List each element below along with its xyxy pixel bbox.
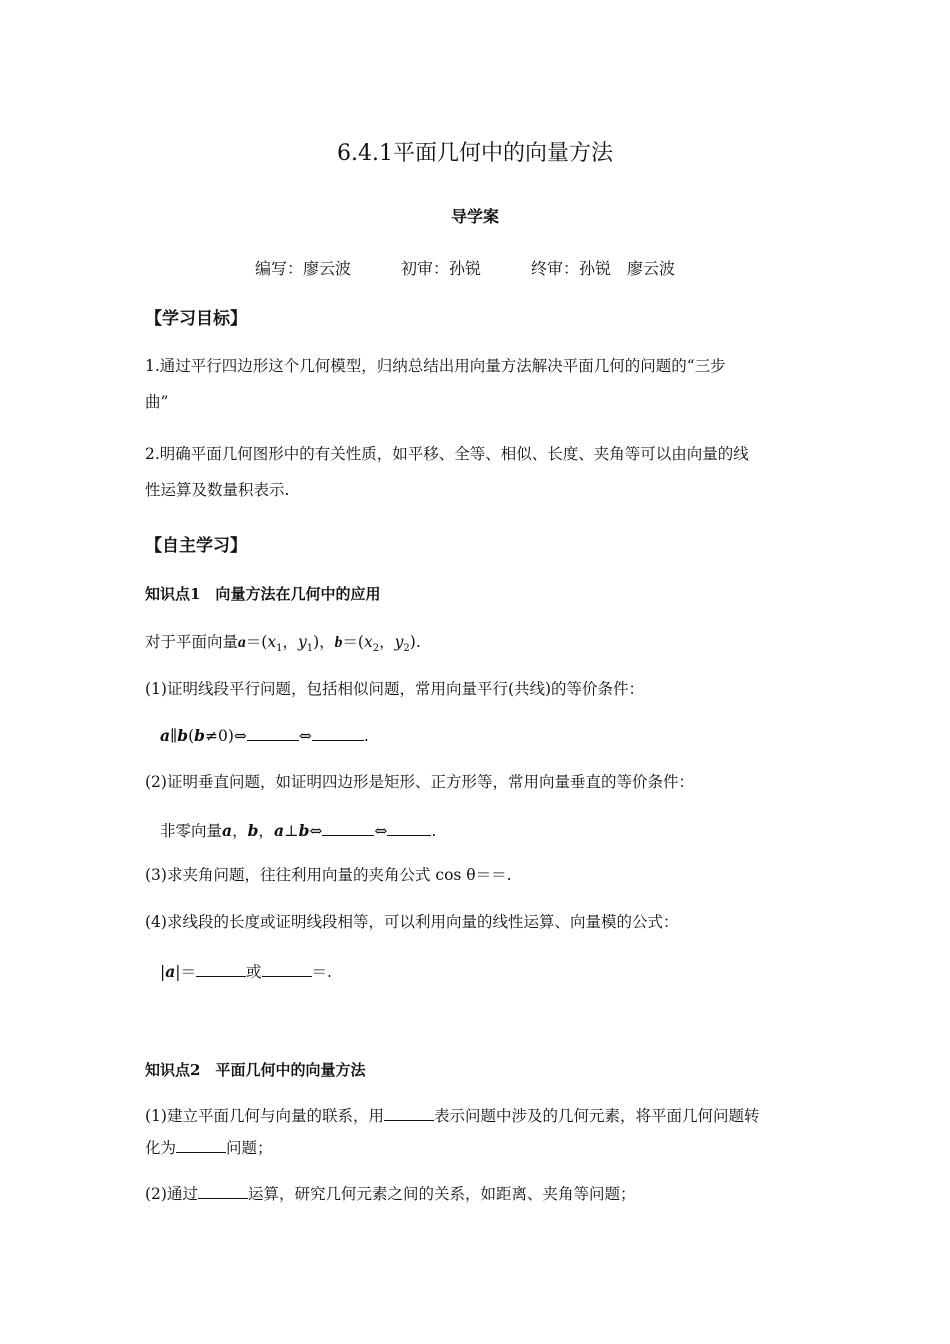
parallel-condition-formula: a∥b(b≠0)⇔ ⇔ .: [160, 726, 369, 745]
objective-2-line-2: 性运算及数量积表示.: [145, 481, 290, 499]
section-heading-self-study: 【自主学习】: [145, 536, 247, 556]
knowledge-point-1-title: 知识点1 向量方法在几何中的应用: [145, 585, 381, 603]
objective-1-line-2: 曲”: [145, 393, 169, 411]
kp1-item-4: (4)求线段的长度或证明线段相等，可以利用向量的线性运算、向量模的公式：: [145, 913, 679, 931]
section-heading-objectives: 【学习目标】: [145, 309, 247, 329]
kp1-intro: 对于平面向量$a=(x_1$，$y_1$)，$b=(x_2$，$y_2$).: [145, 633, 421, 655]
objective-1-line-1: 1.通过平行四边形这个几何模型，归纳总结出用向量方法解决平面几何的问题的“三步: [145, 357, 726, 375]
perpendicular-condition-formula: 非零向量a，b，a⊥b⇔ ⇔ .: [160, 821, 437, 840]
first-review-credit: 初审：孙锐: [401, 259, 482, 278]
kp1-item-3: (3)求夹角问题，往往利用向量的夹角公式 cos θ＝＝.: [145, 866, 512, 884]
kp2-item-2: (2)通过 运算，研究几何元素之间的关系，如距离、夹角等问题；: [145, 1185, 636, 1203]
kp1-item-1: (1)证明线段平行问题，包括相似问题，常用向量平行(共线)的等价条件：: [145, 680, 645, 698]
knowledge-point-2-title: 知识点2 平面几何中的向量方法: [145, 1061, 366, 1079]
kp1-item-2: (2)证明垂直问题，如证明四边形是矩形、正方形等，常用向量垂直的等价条件：: [145, 773, 694, 791]
page-subtitle: 导学案: [450, 207, 499, 226]
kp2-item-1-line-1: (1)建立平面几何与向量的联系，用 表示问题中涉及的几何元素，将平面几何问题转: [145, 1107, 760, 1125]
author-line: [255, 256, 675, 279]
kp2-item-1-line-2: 化为 问题；: [145, 1139, 273, 1157]
objective-2-line-1: 2.明确平面几何图形中的有关性质，如平移、全等、相似、长度、夹角等可以由向量的线: [145, 445, 749, 463]
final-review-credit: 终审：孙锐 廖云波: [531, 259, 676, 278]
page-title: 6.4.1平面几何中的向量方法: [337, 141, 613, 166]
magnitude-formula: |a|＝ 或 ＝.: [160, 962, 332, 981]
writer-credit: 编写：廖云波: [255, 259, 352, 278]
